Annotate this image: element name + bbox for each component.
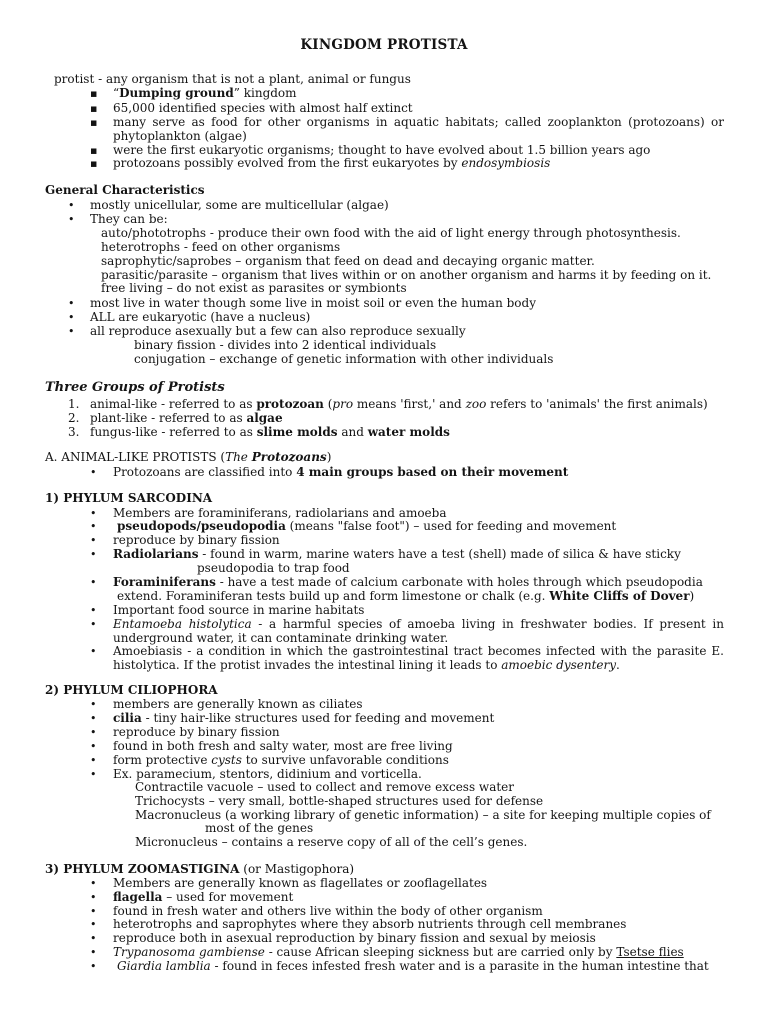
bullet-icon: • xyxy=(90,918,97,931)
bullet-icon: • xyxy=(90,877,97,890)
list-item: cilia - tiny hair-like structures used for feeding and movement xyxy=(113,711,495,725)
sub-item: binary fission - divides into 2 identical individuals xyxy=(134,338,437,352)
sub-item: Trichocysts – very small, bottle-shaped structures used for defense xyxy=(135,794,544,808)
list-item: most live in water though some live in moist soil or even the human body xyxy=(90,296,536,310)
bullet-icon: • xyxy=(90,768,97,781)
bullet-icon: • xyxy=(90,548,97,561)
sub-item: parasitic/parasite – organism that lives within or on another organism and harms it by feeding on it. xyxy=(101,268,712,282)
bullet-icon: • xyxy=(68,297,75,310)
list-item-continuation: extend. Foraminiferan tests build up and form limestone or chalk (e.g. White Cliffs of Dover) xyxy=(117,589,695,603)
bullet-icon: • xyxy=(90,604,97,617)
bullet-icon: • xyxy=(90,946,97,959)
bullet-icon: • xyxy=(90,618,97,631)
list-item: Members are generally known as flagellates or zooflagellates xyxy=(113,876,488,890)
list-item: protozoans possibly evolved from the first eukaryotes by endosymbiosis xyxy=(113,156,551,170)
sub-item: heterotrophs - feed on other organisms xyxy=(101,240,341,254)
list-item-continuation: pseudopodia to trap food xyxy=(197,561,350,575)
list-item: plant-like - referred to as algae xyxy=(90,411,283,425)
sub-item: auto/phototrophs - produce their own food with the aid of light energy through photosynthesis. xyxy=(101,226,681,240)
list-item: Entamoeba histolytica - a harmful species of amoeba living in freshwater bodies. If present in underground water, it can contaminate drinking water. xyxy=(113,617,724,645)
bullet-icon: • xyxy=(90,645,97,658)
list-item: mostly unicellular, some are multicellular (algae) xyxy=(90,198,389,212)
bullet-icon: • xyxy=(90,534,97,547)
sub-item: free living – do not exist as parasites or symbionts xyxy=(101,281,407,295)
protist-definition: protist - any organism that is not a plant, animal or fungus xyxy=(54,72,411,86)
page-title: KINGDOM PROTISTA xyxy=(300,37,468,53)
list-item: reproduce both in asexual reproduction by binary fission and sexual by meiosis xyxy=(113,931,596,945)
list-item: ALL are eukaryotic (have a nucleus) xyxy=(90,310,311,324)
bullet-icon: • xyxy=(90,960,97,973)
list-item: “Dumping ground” kingdom xyxy=(113,86,297,100)
bullet-icon: • xyxy=(68,325,75,338)
bullet-icon: • xyxy=(90,698,97,711)
bullet-icon: • xyxy=(90,507,97,520)
bullet-icon: • xyxy=(68,311,75,324)
sub-item: Micronucleus – contains a reserve copy of all of the cell’s genes. xyxy=(135,835,528,849)
list-item: heterotrophs and saprophytes where they absorb nutrients through cell membranes xyxy=(113,917,627,931)
list-item: members are generally known as ciliates xyxy=(113,697,363,711)
section-heading: General Characteristics xyxy=(45,183,205,197)
list-item: Radiolarians - found in warm, marine waters have a test (shell) made of silica & have sticky xyxy=(113,547,681,561)
list-item: Foraminiferans - have a test made of calcium carbonate with holes through which pseudopodia xyxy=(113,575,703,589)
square-bullet-icon: ▪ xyxy=(90,144,98,157)
square-bullet-icon: ▪ xyxy=(90,102,98,115)
list-item: found in both fresh and salty water, most are free living xyxy=(113,739,453,753)
bullet-icon: • xyxy=(68,199,75,212)
list-item: Giardia lamblia - found in feces infested fresh water and is a parasite in the human intestine that xyxy=(117,959,709,973)
bullet-icon: • xyxy=(68,213,75,226)
list-item: Ex. paramecium, stentors, didinium and vorticella. xyxy=(113,767,422,781)
list-item: fungus-like - referred to as slime molds and water molds xyxy=(90,425,450,439)
bullet-icon: • xyxy=(90,754,97,767)
list-item: reproduce by binary fission xyxy=(113,533,280,547)
bullet-icon: • xyxy=(90,712,97,725)
bullet-icon: • xyxy=(90,891,97,904)
list-item: form protective cysts to survive unfavorable conditions xyxy=(113,753,449,767)
square-bullet-icon: ▪ xyxy=(90,87,98,100)
list-item: reproduce by binary fission xyxy=(113,725,280,739)
section-heading: 1) PHYLUM SARCODINA xyxy=(45,491,213,505)
bullet-icon: • xyxy=(90,520,97,533)
square-bullet-icon: ▪ xyxy=(90,116,98,129)
term: protist - xyxy=(54,72,103,86)
section-heading: A. ANIMAL-LIKE PROTISTS (The Protozoans) xyxy=(45,450,332,464)
bullet-icon: • xyxy=(90,905,97,918)
bullet-icon: • xyxy=(90,932,97,945)
list-item: were the first eukaryotic organisms; thought to have evolved about 1.5 billion years ago xyxy=(113,143,651,157)
section-heading: 3) PHYLUM ZOOMASTIGINA (or Mastigophora) xyxy=(45,862,355,876)
list-item: many serve as food for other organisms in aquatic habitats; called zooplankton (protozoans) or phytoplankton (algae) xyxy=(113,115,724,143)
bullet-icon: • xyxy=(90,726,97,739)
list-item: Amoebiasis - a condition in which the gastrointestinal tract becomes infected with the parasite E. histolytica. If the protist invades the intestinal lining it leads to amoebic dysentery. xyxy=(113,644,724,672)
sub-item: saprophytic/saprobes – organism that feed on dead and decaying organic matter. xyxy=(101,254,595,268)
list-item: animal-like - referred to as protozoan (pro means 'first,' and zoo refers to 'animals' the first animals) xyxy=(90,397,708,411)
section-heading: Three Groups of Protists xyxy=(45,380,225,395)
bullet-icon: • xyxy=(90,466,97,479)
list-item: flagella – used for movement xyxy=(113,890,294,904)
list-item: 65,000 identified species with almost half extinct xyxy=(113,101,413,115)
list-number: 1. xyxy=(68,397,80,411)
sub-item: Macronucleus (a working library of genetic information) – a site for keeping multiple copies of xyxy=(135,808,711,822)
list-number: 2. xyxy=(68,411,80,425)
sub-item: Contractile vacuole – used to collect and remove excess water xyxy=(135,780,515,794)
bullet-icon: • xyxy=(90,576,97,589)
list-item: They can be: xyxy=(90,212,168,226)
square-bullet-icon: ▪ xyxy=(90,157,98,170)
bullet-icon: • xyxy=(90,740,97,753)
list-item: all reproduce asexually but a few can also reproduce sexually xyxy=(90,324,466,338)
sub-item-continuation: most of the genes xyxy=(205,821,314,835)
list-item: Important food source in marine habitats xyxy=(113,603,365,617)
list-item: found in fresh water and others live within the body of other organism xyxy=(113,904,543,918)
list-number: 3. xyxy=(68,425,80,439)
list-item: Protozoans are classified into 4 main groups based on their movement xyxy=(113,465,569,479)
list-item: pseudopods/pseudopodia (means "false foot") – used for feeding and movement xyxy=(117,519,617,533)
list-item: Members are foraminiferans, radiolarians and amoeba xyxy=(113,506,447,520)
sub-item: conjugation – exchange of genetic information with other individuals xyxy=(134,352,554,366)
list-item: Trypanosoma gambiense - cause African sleeping sickness but are carried only by Tsetse flies xyxy=(113,945,684,959)
section-heading: 2) PHYLUM CILIOPHORA xyxy=(45,683,218,697)
